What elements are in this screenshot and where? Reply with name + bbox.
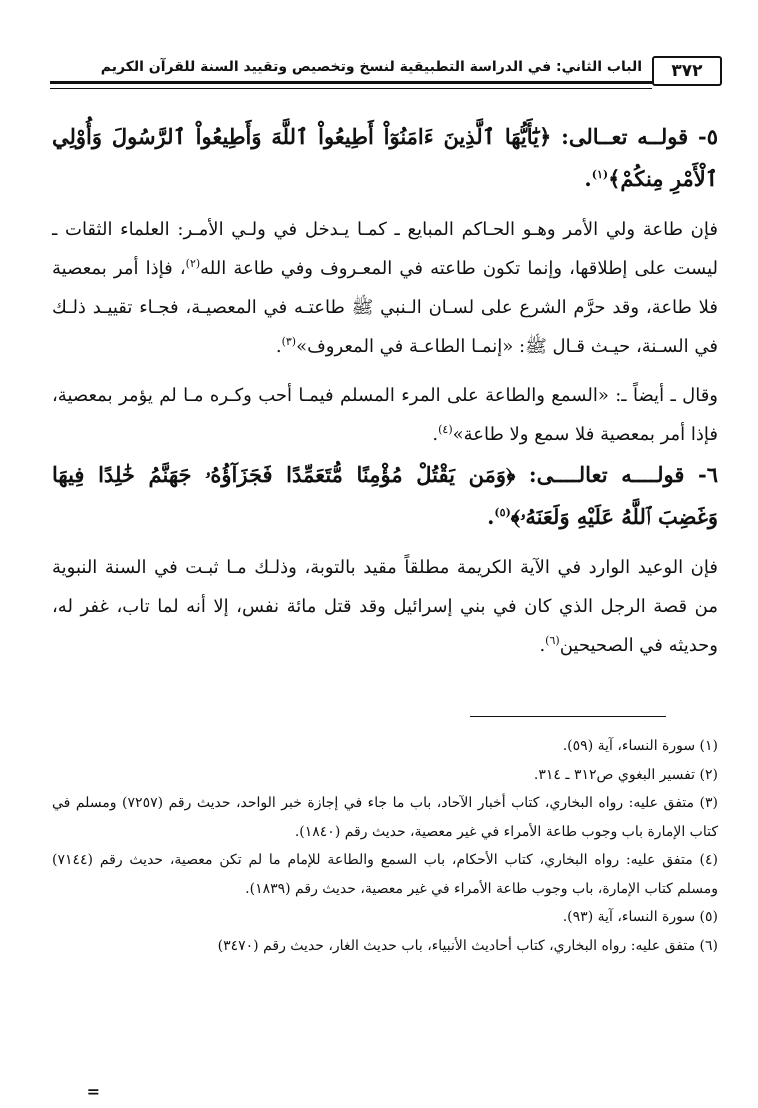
footnote-separator: [470, 716, 666, 717]
paragraph-hadith-text: وقال ـ أيضاً ـ: «السمع والطاعة على المرء المسلم فيمـا أحب وكـره مـا لم يؤمر بمعصية، فإذا أمر بمعصية فلا سمع ولا طاعة»: [52, 385, 718, 445]
verse-paragraph-5: ٥- قولــه تعــالى: ﴿يَٰٓأَيُّهَا ٱلَّذِينَ ءَامَنُوٓاْ أَطِيعُواْ ٱللَّهَ وَأَطِيعُواْ ٱلرَّسُولَ وَأُوْلِي ٱلْأَمْرِ مِنكُمْ﴾$^{(١)}$.: [52, 124, 718, 191]
footnote-4: (٤) متفق عليه: رواه البخاري، كتاب الأحكام، باب السمع والطاعة للإمام ما لم تكن معصية، حديث رقم (٧١٤٤) ومسلم كتاب الإمارة، باب وجوب طاعة الأمراء في غير معصية، حديث رقم (١٨٣٩).: [52, 852, 718, 897]
footnote-ref-5[interactable]: (٥): [494, 506, 511, 519]
footnote-ref-2[interactable]: (٢): [185, 257, 201, 270]
footnote-ref-4[interactable]: (٤): [438, 423, 453, 436]
paragraph-obedience: فإن طاعة ولي الأمر وهـو الحـاكم المبايع ـ كمـا يـدخل في ولـي الأمـر: العلماء الثقات ـ ليست على إطلاقها، وإنما تكون طاعته في المعـروف وفي طاعة الله$^{(٢)}$، فإذا أمر بمعصية فلا طاعة، وقد حرَّم الشرع على لسـان الـنبي ﷺ طاعتـه في المعصيـة، فجـاء تقييـد ذلـك في السـنة، حيـث قـال ﷺ: «إنمـا الطاعـة في المعروف»$^{(٣)}$.: [52, 219, 718, 357]
footnote-2: (٢) تفسير البغوي ص٣١٢ ـ ٣١٤.: [533, 766, 718, 783]
footnote-ref-1[interactable]: (١): [591, 168, 609, 181]
verse-text-5: ٥- قولــه تعــالى: ﴿يَٰٓأَيُّهَا ٱلَّذِينَ ءَامَنُوٓاْ أَطِيعُواْ ٱللَّهَ وَأَطِيعُواْ ٱلرَّسُولَ وَأُوْلِي ٱلْأَمْرِ مِنكُمْ﴾: [52, 124, 718, 191]
paragraph-obedience-a: فإن طاعة ولي الأمر وهـو الحـاكم المبايع ـ كمـا يـدخل في ولـي الأمـر: العلماء الثقات ـ ليست على إطلاقها، وإنما تكون طاعته في المعـروف وفي طاعة الله: [52, 219, 718, 279]
page-header: [50, 54, 722, 88]
continuation-mark: =: [86, 1082, 100, 1101]
running-title: الباب الثاني: في الدراسة التطبيقية لنسخ وتخصيص وتقييد السنة للقرآن الكريم: [100, 59, 642, 75]
footnote-3: (٣) متفق عليه: رواه البخاري، كتاب أخبار الآحاد، باب ما جاء في إجازة خبر الواحد، حديث رقم (٧٢٥٧) ومسلم في كتاب الإمارة باب وجوب طاعة الأمراء في غير معصية، حديث رقم (١٨٤٠).: [52, 795, 718, 840]
page-number: ٣٧٢: [652, 56, 722, 86]
main-text: [52, 116, 718, 665]
footnotes: [52, 732, 718, 960]
verse-paragraph-6: ٦- قولــــه تعالــــى: ﴿وَمَن يَقْتُلْ مُؤْمِنًا مُّتَعَمِّدًا فَجَزَآؤُهُۥ جَهَنَّمُ خَٰلِدًا فِيهَا وَغَضِبَ ٱللَّهُ عَلَيْهِ وَلَعَنَهُۥ﴾$^{(٥)}$.: [52, 462, 718, 529]
footnote-ref-3[interactable]: (٣): [281, 335, 297, 348]
paragraph-repentance: فإن الوعيد الوارد في الآية الكريمة مطلقاً مقيد بالتوبة، وذلـك مـا ثبـت في السنة النبوية من قصة الرجل الذي كان في بني إسرائيل وقد قتل مائة نفس، إلا أنه لما تاب، غفر له، وحديثه في الصحيحين$^{(٦)}$.: [52, 557, 718, 656]
footnote-5: (٥) سورة النساء، آية (٩٣).: [562, 909, 718, 925]
footnote-6: (٦) متفق عليه: رواه البخاري، كتاب أحاديث الأنبياء، باب حديث الغار، حديث رقم (٣٤٧٠): [217, 937, 718, 954]
paragraph-obedience-b: ، فإذا أمر بمعصية فلا طاعة، وقد حرَّم الشرع على لسـان الـنبي ﷺ طاعتـه في المعصيـة، فجـاء تقييـد ذلـك في السـنة، حيـث قـال ﷺ: «إنمـا الطاعـة في المعروف»: [52, 258, 718, 357]
verse-text-6: ٦- قولــــه تعالــــى: ﴿وَمَن يَقْتُلْ مُؤْمِنًا مُّتَعَمِّدًا فَجَزَآؤُهُۥ جَهَنَّمُ خَٰلِدًا فِيهَا وَغَضِبَ ٱللَّهُ عَلَيْهِ وَلَعَنَهُۥ﴾: [52, 462, 718, 529]
header-rule: [50, 81, 652, 89]
footnote-1: (١) سورة النساء، آية (٥٩).: [562, 738, 718, 754]
paragraph-repentance-text: فإن الوعيد الوارد في الآية الكريمة مطلقاً مقيد بالتوبة، وذلـك مـا ثبـت في السنة النبوية من قصة الرجل الذي كان في بني إسرائيل وقد قتل مائة نفس، إلا أنه لما تاب، غفر له، وحديثه في الصحيحين: [52, 557, 718, 656]
paragraph-hadith: وقال ـ أيضاً ـ: «السمع والطاعة على المرء المسلم فيمـا أحب وكـره مـا لم يؤمر بمعصية، فإذا أمر بمعصية فلا سمع ولا طاعة»$^{(٤)}$.: [52, 385, 718, 445]
footnote-ref-6[interactable]: (٦): [545, 634, 560, 647]
